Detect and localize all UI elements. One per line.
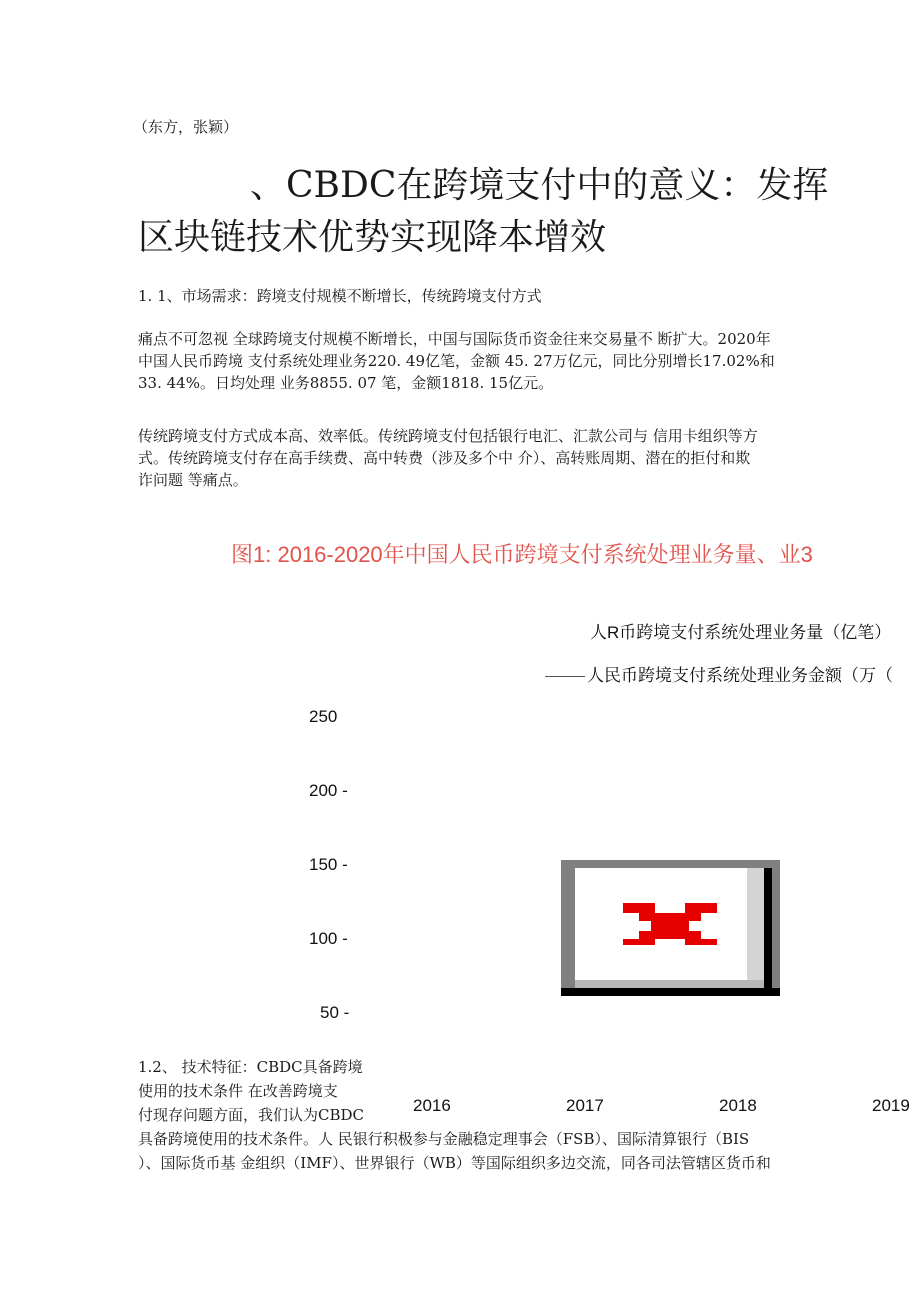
x-tick-label: 2017 [566, 1096, 604, 1115]
paragraph-line: 1.2、 技术特征：CBDC具备跨境 [138, 1058, 363, 1076]
paragraph-line: 中国人民币跨境 支付系统处理业务220. 49亿笔，金额 45. 27万亿元，同比分别增长17.02%和 [138, 352, 775, 370]
paragraph-line: 33. 44%。日均处理 业务8855. 07 笔，金额1818. 15亿元。 [138, 374, 554, 392]
paragraph-line: 付现存问题方面，我们认为CBDC [138, 1106, 365, 1124]
y-tick-label: 100 - [309, 929, 348, 948]
y-tick-label: 50 - [320, 1003, 350, 1022]
author-line: （东方，张颖） [133, 118, 239, 136]
paragraph-tech-features [138, 1127, 918, 1175]
subsection-1-1-title: 1. 1、市场需求：跨境支付规模不断增长，传统跨境支付方式 [138, 287, 542, 305]
legend-line-swatch [545, 676, 585, 677]
paragraph-traditional-payments [138, 425, 918, 491]
chart-legend-volume: 人R币跨境支付系统处理业务量（亿笔） [590, 623, 892, 642]
y-tick-label: 250 [309, 707, 338, 726]
paragraph-line: 式。传统跨境支付存在高手续费、高中转费（涉及多个中 介）、高转账周期、潜在的拒付和欺 [138, 449, 751, 467]
paragraph-line: 使用的技术条件 在改善跨境支 [138, 1082, 338, 1100]
chart-legend-amount-label: 人民币跨境支付系统处理业务金额（万（ [587, 666, 893, 685]
paragraph-line: 痛点不可忽视 全球跨境支付规模不断增长，中国与国际货币资金往来交易量不 断扩大。2020年 [138, 330, 771, 348]
subsection-1-2-title [138, 1055, 408, 1127]
x-tick-label: 2018 [719, 1096, 757, 1115]
paragraph-line: 诈问题 等痛点。 [138, 471, 248, 489]
x-tick-label: 2019 [872, 1096, 910, 1115]
section-heading-line2: 区块链技术优势实现降本增效 [138, 217, 607, 258]
figure-title: 图1: 2016-2020年中国人民币跨境支付系统处理业务量、业3 [231, 542, 813, 567]
x-tick-label: 2016 [413, 1096, 451, 1115]
paragraph-market-demand [138, 328, 918, 394]
y-tick-label: 150 - [309, 855, 348, 874]
section-heading-line1: 、CBDC在跨境支付中的意义：发挥 [250, 165, 829, 206]
chart-legend-amount [545, 661, 893, 686]
paragraph-line: 传统跨境支付方式成本高、效率低。传统跨境支付包括银行电汇、汇款公司与 信用卡组织等方 [138, 427, 758, 445]
paragraph-line: ）、国际货币基 金组织（IMF）、世界银行（WB）等国际组织多边交流，同各司法管辖区货币和 [138, 1154, 771, 1172]
broken-image-icon [561, 860, 780, 996]
paragraph-line: 具备跨境使用的技术条件。人 民银行积极参与金融稳定理事会（FSB）、国际清算银行（BIS [138, 1130, 750, 1148]
y-tick-label: 200 - [309, 781, 348, 800]
